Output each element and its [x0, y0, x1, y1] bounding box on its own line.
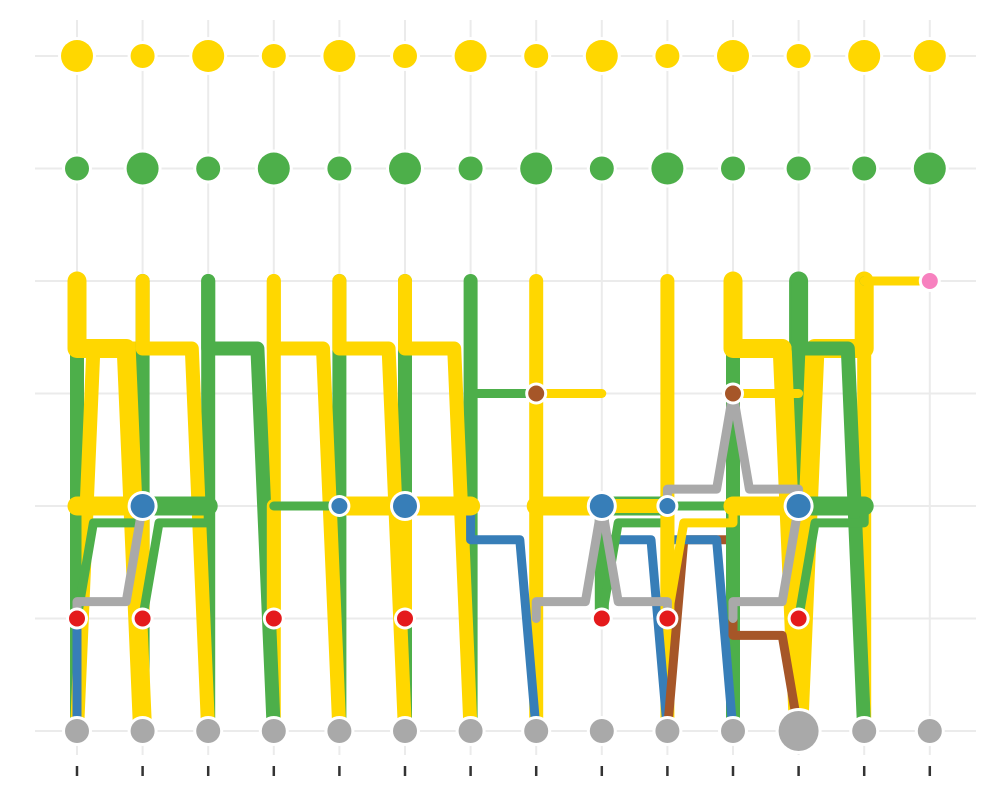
node-green	[389, 153, 421, 185]
node-grey	[852, 719, 876, 743]
node-blue	[590, 494, 614, 518]
node-grey	[655, 719, 679, 743]
node-red	[659, 611, 675, 627]
node-brown	[528, 386, 544, 402]
node-red	[594, 611, 610, 627]
node-grey	[393, 719, 417, 743]
node-blue	[659, 498, 675, 514]
node-yellow	[131, 44, 155, 68]
node-yellow	[455, 40, 487, 72]
node-grey	[779, 711, 819, 751]
node-grey	[196, 719, 220, 743]
node-green	[327, 157, 351, 181]
node-red	[69, 611, 85, 627]
node-grey	[131, 719, 155, 743]
node-yellow	[262, 44, 286, 68]
node-yellow	[192, 40, 224, 72]
node-green	[459, 157, 483, 181]
node-brown	[725, 386, 741, 402]
node-grey	[918, 719, 942, 743]
node-yellow	[61, 40, 93, 72]
node-red	[266, 611, 282, 627]
node-green	[127, 153, 159, 185]
node-yellow	[323, 40, 355, 72]
grid-layer	[35, 20, 976, 755]
node-green	[852, 157, 876, 181]
node-green	[914, 153, 946, 185]
node-red	[397, 611, 413, 627]
node-green	[196, 157, 220, 181]
node-green	[258, 153, 290, 185]
x-axis-ticks	[77, 766, 930, 776]
node-green	[520, 153, 552, 185]
node-grey	[262, 719, 286, 743]
node-blue	[787, 494, 811, 518]
node-yellow	[393, 44, 417, 68]
node-yellow	[848, 40, 880, 72]
node-yellow	[787, 44, 811, 68]
node-blue	[131, 494, 155, 518]
node-red	[791, 611, 807, 627]
node-green	[590, 157, 614, 181]
node-yellow	[586, 40, 618, 72]
node-yellow	[524, 44, 548, 68]
node-grey	[459, 719, 483, 743]
node-pink	[922, 273, 938, 289]
node-grey	[327, 719, 351, 743]
node-yellow	[655, 44, 679, 68]
link-grey	[667, 394, 733, 507]
node-green	[787, 157, 811, 181]
node-grey	[590, 719, 614, 743]
node-green	[65, 157, 89, 181]
node-blue	[393, 494, 417, 518]
node-green	[721, 157, 745, 181]
node-green	[651, 153, 683, 185]
node-grey	[524, 719, 548, 743]
node-yellow	[914, 40, 946, 72]
node-yellow	[717, 40, 749, 72]
node-red	[135, 611, 151, 627]
link-grey	[536, 506, 602, 619]
node-grey	[65, 719, 89, 743]
node-grey	[721, 719, 745, 743]
node-blue	[331, 498, 347, 514]
